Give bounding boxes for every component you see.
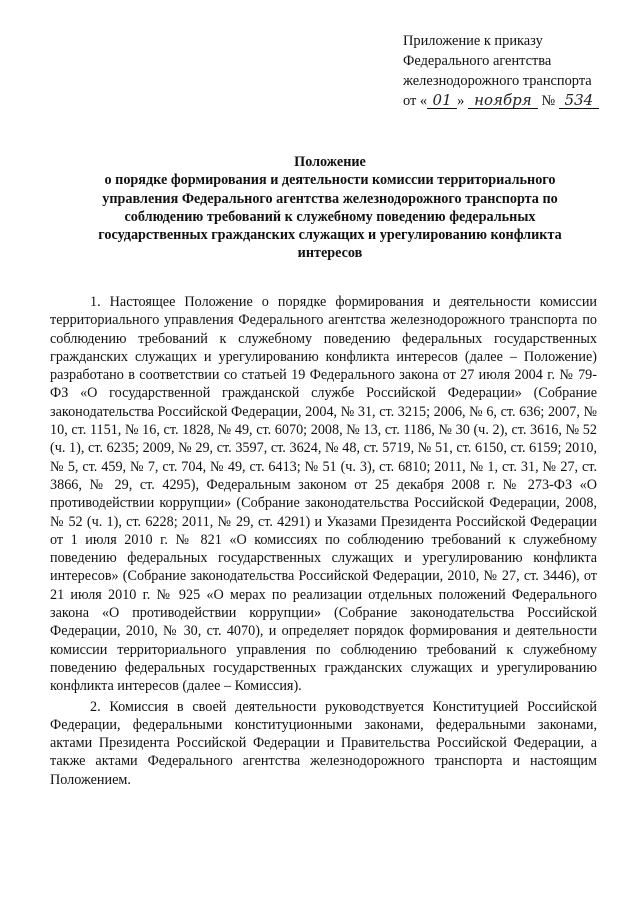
number-sign: № bbox=[541, 93, 556, 109]
document-title bbox=[95, 153, 565, 263]
title-subject: о порядке формирования и деятельности комиссии территориального управления Федерального агентства железнодорожного транспорта по соблюдению требований к служебному поведению федеральных государственных гражданских служащих и урегулированию конфликта интересов bbox=[98, 172, 562, 262]
order-month: ноября bbox=[468, 92, 538, 109]
appendix-header bbox=[403, 31, 635, 111]
order-date-line bbox=[403, 91, 635, 111]
document-body bbox=[50, 293, 597, 789]
order-number: 534 bbox=[559, 92, 599, 109]
paragraph-1: 1. Настоящее Положение о порядке формирования и деятельности комиссии территориального управления Федерального агентства железнодорожного транспорта по соблюдению требований к служебному поведению федеральных государственных гражданских служащих и урегулированию конфликта интересов (далее – Положение) разработано в соответствии со статьей 19 Федерального закона от 27 июля 2004 г. № 79-ФЗ «О государственной гражданской службе Российской Федерации» (Собрание законодательства Российской Федерации, 2004, № 31, ст. 3215; 2006, № 6, ст. 636; 2007, № 10, ст. 1151, № 16, ст. 1828, № 49, ст. 6070; 2008, № 13, ст. 1186, № 30 (ч. 2), ст. 3616, № 52 (ч. 1), ст. 6235; 2009, № 29, ст. 3597, ст. 3624, № 48, ст. 5719, № 51, ст. 6150, ст. 6159; 2010, № 5, ст. 459, № 7, ст. 704, № 49, ст. 6413; № 51 (ч. 3), ст. 6810; 2011, № 1, ст. 31, № 27, ст. 3866, № 29, ст. 4295), Федеральным законом от 25 декабря 2008 г. № 273-ФЗ «О противодействии коррупции» (Собрание законодательства Российской Федерации, 2008, № 52 (ч. 1), ст. 6228; 2011, № 29, ст. 4291) и Указами Президента Российской Федерации от 1 июля 2010 г. № 821 «О комиссиях по соблюдению требований к служебному поведению федеральных государственных служащих и урегулированию конфликта интересов» (Собрание законодательства Российской Федерации, 2010, № 27, ст. 3446), от 21 июля 2010 г. № 925 «О мерах по реализации отдельных положений Федерального закона «О противодействии коррупции» (Собрание законодательства Российской Федерации, 2010, № 30, ст. 4070), и определяет порядок формирования и деятельности комиссии территориального управления по соблюдению требований к служебному поведению федеральных государственных гражданских служащих и урегулированию конфликта интересов (далее – Комиссия). bbox=[50, 294, 597, 695]
appendix-line: железнодорожного транспорта bbox=[403, 73, 592, 89]
paragraph-2: 2. Комиссия в своей деятельности руководствуется Конституцией Российской Федерации, федеральными конституционными законами, федеральными законами, актами Президента Российской Федерации и Правительства Российской Федерации, а также актами Федерального агентства железнодорожного транспорта и настоящим Положением. bbox=[50, 698, 597, 788]
appendix-line: Приложение к приказу bbox=[403, 33, 543, 49]
date-mid: » bbox=[457, 93, 465, 109]
title-heading: Положение bbox=[294, 154, 366, 170]
order-day: 01 bbox=[427, 92, 457, 109]
appendix-line: Федерального агентства bbox=[403, 53, 552, 69]
date-prefix: от « bbox=[403, 93, 428, 109]
